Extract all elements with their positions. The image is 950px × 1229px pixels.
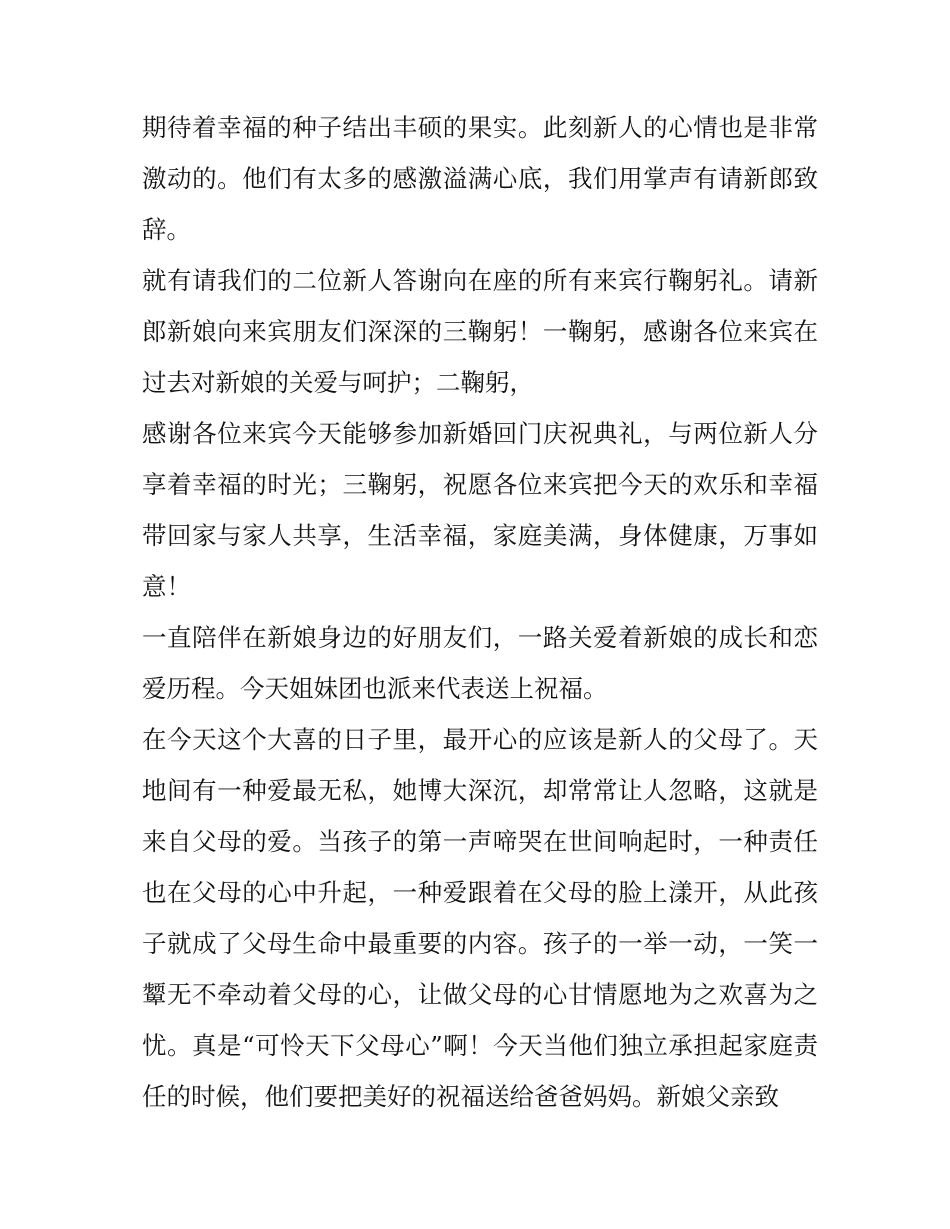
paragraph-5: 在今天这个大喜的日子里，最开心的应该是新人的父母了。天地间有一种爱最无私，她博大深沉，却常常让人忽略，这就是来自父母的爱。当孩子的第一声啼哭在世间响起时，一种责任也在父母的心中升起，一种爱跟着在父母的脸上漾开，从此孩子就成了父母生命中最重要的内容。孩子的一举一动，一笑一颦无不牵动着父母的心，让做父母的心甘情愿地为之欢喜为之忧。真是“可怜天下父母心”啊！今天当他们独立承担起家庭责任的时候，他们要把美好的祝福送给爸爸妈妈。新娘父亲致 [142, 725, 818, 1111]
document-page [142, 102, 818, 1122]
paragraph-2: 就有请我们的二位新人答谢向在座的所有来宾行鞠躬礼。请新郎新娘向来宾朋友们深深的三鞠躬！一鞠躬，感谢各位来宾在过去对新娘的关爱与呵护；二鞠躬， [142, 266, 818, 397]
paragraph-1: 期待着幸福的种子结出丰硕的果实。此刻新人的心情也是非常激动的。他们有太多的感激溢满心底，我们用掌声有请新郎致辞。 [142, 113, 818, 244]
paragraph-3: 感谢各位来宾今天能够参加新婚回门庆祝典礼，与两位新人分享着幸福的时光；三鞠躬，祝愿各位来宾把今天的欢乐和幸福带回家与家人共享，生活幸福，家庭美满，身体健康，万事如意！ [142, 419, 818, 601]
paragraph-4: 一直陪伴在新娘身边的好朋友们，一路关爱着新娘的成长和恋爱历程。今天姐妹团也派来代表送上祝福。 [142, 623, 818, 703]
